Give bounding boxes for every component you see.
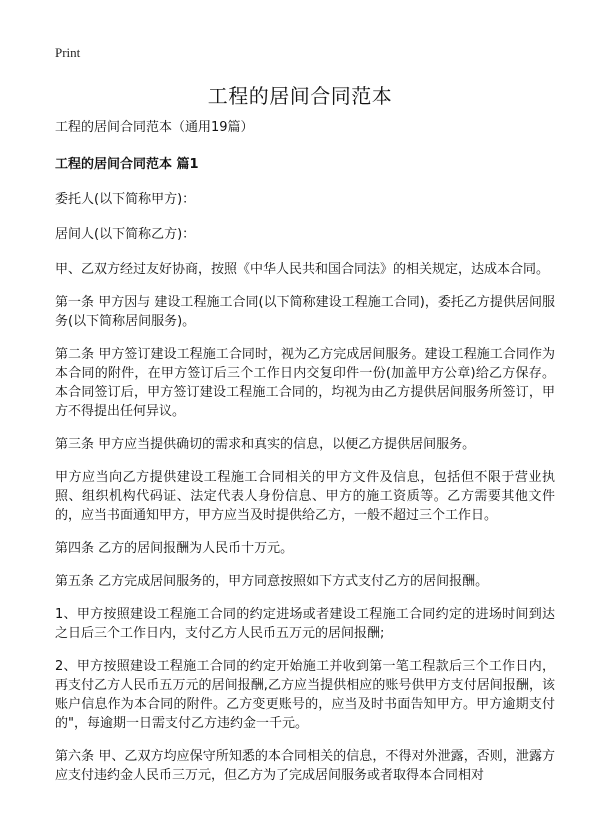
paragraph-article-6: 第六条 甲、乙双方均应保守所知悉的本合同相关的信息，不得对外泄露，否则，泄露方应支付违约金人民币三万元，但乙方为了完成居间服务或者取得本合同相对 [55, 749, 555, 783]
paragraph-preamble: 甲、乙双方经过友好协商，按照《中华人民共和国合同法》的相关规定，达成本合同。 [55, 262, 550, 277]
document-title: 工程的居间合同范本 [207, 84, 393, 108]
paragraph-intermediary: 居间人(以下简称乙方)： [55, 227, 196, 242]
paragraph-article-2: 第二条 甲方签订建设工程施工合同时，视为乙方完成居间服务。建设工程施工合同作为本合同的附件，在甲方签订后三个工作日内交复印件一份(加盖甲方公章)给乙方保存。本合同签订后，甲方签订建设工程施工合同的，均视为由乙方提供居间服务所签订，甲方不得提出任何异议。 [55, 347, 555, 419]
paragraph-article-1: 第一条 甲方因与 建设工程施工合同(以下简称建设工程施工合同)，委托乙方提供居间服务(以下简称居间服务)。 [55, 295, 555, 329]
paragraph-article-5-item-2: 2、甲方按照建设工程施工合同的约定开始施工并收到第一笔工程款后三个工作日内，再支付乙方人民币五万元的居间报酬,乙方应当提供相应的账号供甲方支付居间报酬，该账户信息作为本合同的附件。乙方变更账号的，应当及时书面告知甲方。甲方逾期支付的"，每逾期一日需支付乙方违约金一千元。 [55, 659, 555, 731]
print-link[interactable]: Print [55, 45, 81, 60]
paragraph-client: 委托人(以下简称甲方)： [55, 192, 196, 207]
paragraph-article-3-detail: 甲方应当向乙方提供建设工程施工合同相关的甲方文件及信息，包括但不限于营业执照、组织机构代码证、法定代表人身份信息、甲方的施工资质等。乙方需要其他文件的，应当书面通知甲方，甲方应当及时提供给乙方，一般不超过三个工作日。 [55, 470, 555, 523]
paragraph-article-5: 第五条 乙方完成居间服务的，甲方同意按照如下方式支付乙方的居间报酬。 [55, 574, 489, 589]
paragraph-article-3: 第三条 甲方应当提供确切的需求和真实的信息，以便乙方提供居间服务。 [55, 437, 476, 452]
document-subtitle: 工程的居间合同范本（通用19篇） [55, 120, 254, 135]
paragraph-article-4: 第四条 乙方的居间报酬为人民币十万元。 [55, 541, 294, 556]
section-heading: 工程的居间合同范本 篇1 [55, 157, 199, 172]
paragraph-article-5-item-1: 1、甲方按照建设工程施工合同的约定进场或者建设工程施工合同约定的进场时间到达之日后三个工作日内，支付乙方人民币五万元的居间报酬; [55, 607, 555, 641]
document-body [55, 118, 555, 799]
